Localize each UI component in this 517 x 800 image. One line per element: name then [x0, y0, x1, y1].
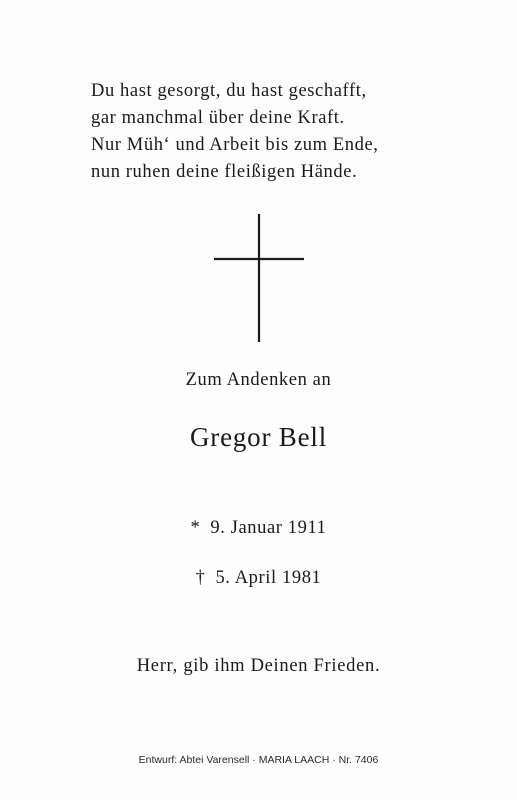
poem	[91, 78, 379, 186]
latin-cross-icon	[214, 214, 304, 342]
death-date: 5. April 1981	[215, 568, 322, 588]
birth-symbol: *	[190, 518, 201, 538]
death-line	[0, 568, 517, 589]
poem-line: Du hast gesorgt, du hast geschafft,	[91, 81, 367, 101]
poem-line: nun ruhen deine fleißigen Hände.	[91, 162, 358, 182]
memorial-intro: Zum Andenken an	[185, 370, 332, 390]
death-symbol: †	[195, 568, 206, 588]
birth-line	[0, 518, 517, 539]
poem-line: Nur Müh‘ und Arbeit bis zum Ende,	[91, 135, 379, 155]
poem-line: gar manchmal über deine Kraft.	[91, 108, 345, 128]
publisher-credit: Entwurf: Abtei Varensell · MARIA LAACH · Nr. 7406	[138, 754, 379, 766]
blessing: Herr, gib ihm Deinen Frieden.	[136, 656, 381, 676]
deceased-name: Gregor Bell	[189, 422, 327, 452]
birth-date: 9. Januar 1911	[210, 518, 327, 538]
